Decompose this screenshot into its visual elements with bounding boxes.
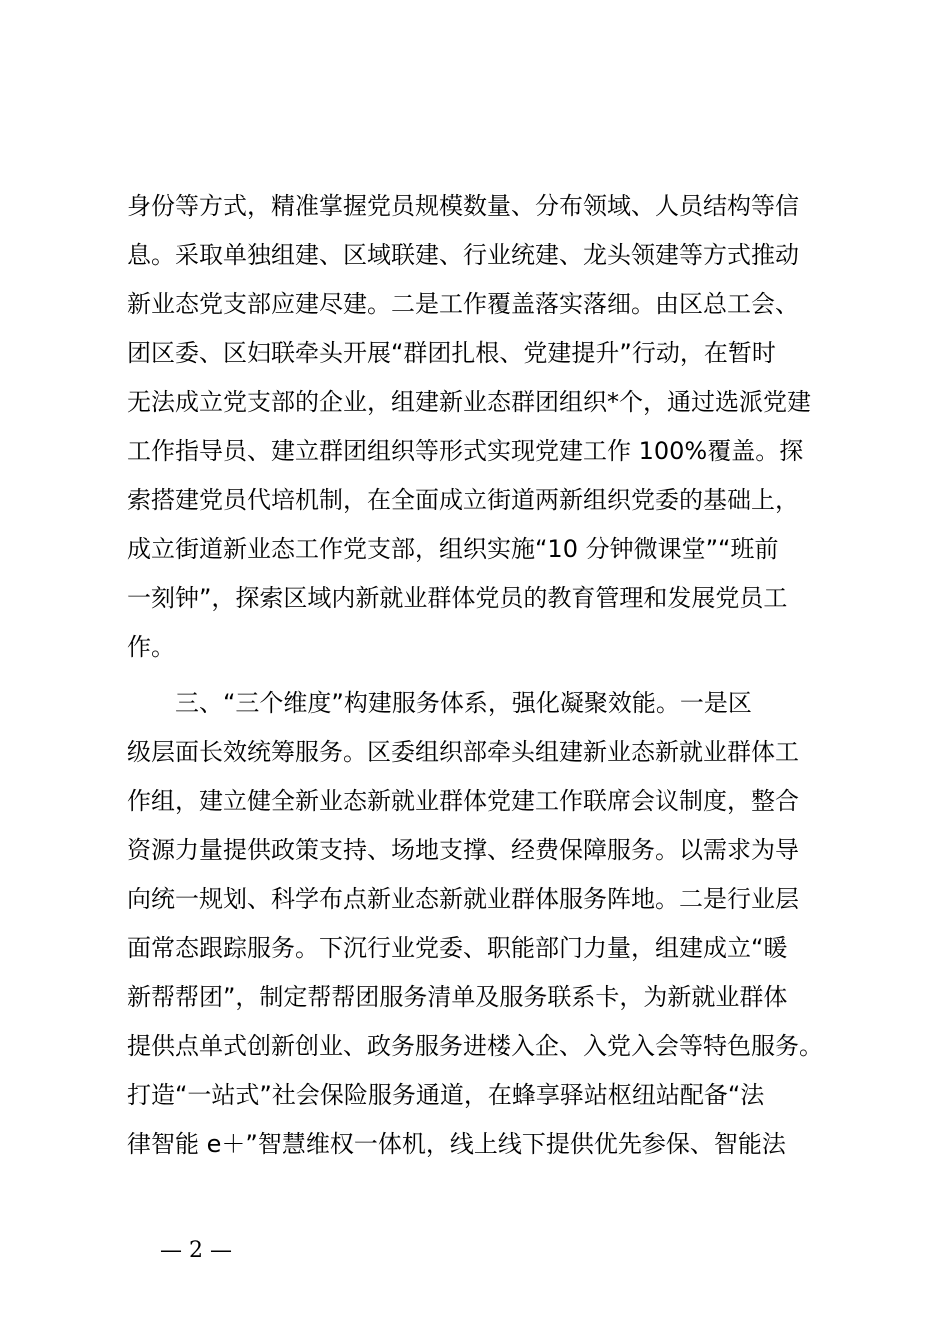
- text-line-16: 面常态跟踪服务。下沉行业党委、职能部门力量，组建成立“暖: [127, 934, 788, 962]
- text-line-18: 提供点单式创新创业、政务服务进楼入企、入党入会等特色服务。: [127, 1032, 823, 1060]
- text-line-19: 打造“一站式”社会保险服务通道，在蜂享驿站枢纽站配备“法: [127, 1081, 765, 1109]
- text-line-4: 团区委、区妇联牵头开展“群团扎根、党建提升”行动，在暂时: [127, 339, 776, 367]
- text-line-6: 工作指导员、建立群团组织等形式实现党建工作 100%覆盖。探: [127, 437, 804, 465]
- text-line-12: 级层面长效统筹服务。区委组织部牵头组建新业态新就业群体工: [127, 738, 799, 766]
- text-line-15: 向统一规划、科学布点新业态新就业群体服务阵地。二是行业层: [127, 885, 799, 913]
- text-line-13: 作组，建立健全新业态新就业群体党建工作联席会议制度，整合: [127, 787, 799, 815]
- text-line-2: 息。采取单独组建、区域联建、行业统建、龙头领建等方式推动: [127, 241, 799, 269]
- text-line-14: 资源力量提供政策支持、场地支撑、经费保障服务。以需求为导: [127, 836, 799, 864]
- text-line-1: 身份等方式，精准掌握党员规模数量、分布领域、人员结构等信: [127, 192, 799, 220]
- page-number: — 2 —: [160, 1238, 232, 1263]
- text-line-17: 新帮帮团”，制定帮帮团服务清单及服务联系卡，为新就业群体: [127, 983, 788, 1011]
- text-line-5: 无法成立党支部的企业，组建新业态群团组织*个，通过选派党建: [127, 388, 811, 416]
- text-line-9: 一刻钟”，探索区域内新就业群体党员的教育管理和发展党员工: [127, 584, 788, 612]
- text-line-10: 作。: [127, 633, 175, 661]
- text-line-3: 新业态党支部应建尽建。二是工作覆盖落实落细。由区总工会、: [127, 290, 799, 318]
- text-line-7: 索搭建党员代培机制，在全面成立街道两新组织党委的基础上，: [127, 486, 799, 514]
- text-line-20: 律智能 e＋”智慧维权一体机，线上线下提供优先参保、智能法: [127, 1130, 786, 1158]
- section-heading-line: 三、“三个维度”构建服务体系，强化凝聚效能。一是区: [175, 689, 752, 717]
- text-line-8: 成立街道新业态工作党支部，组织实施“10 分钟微课堂”“班前: [127, 535, 779, 563]
